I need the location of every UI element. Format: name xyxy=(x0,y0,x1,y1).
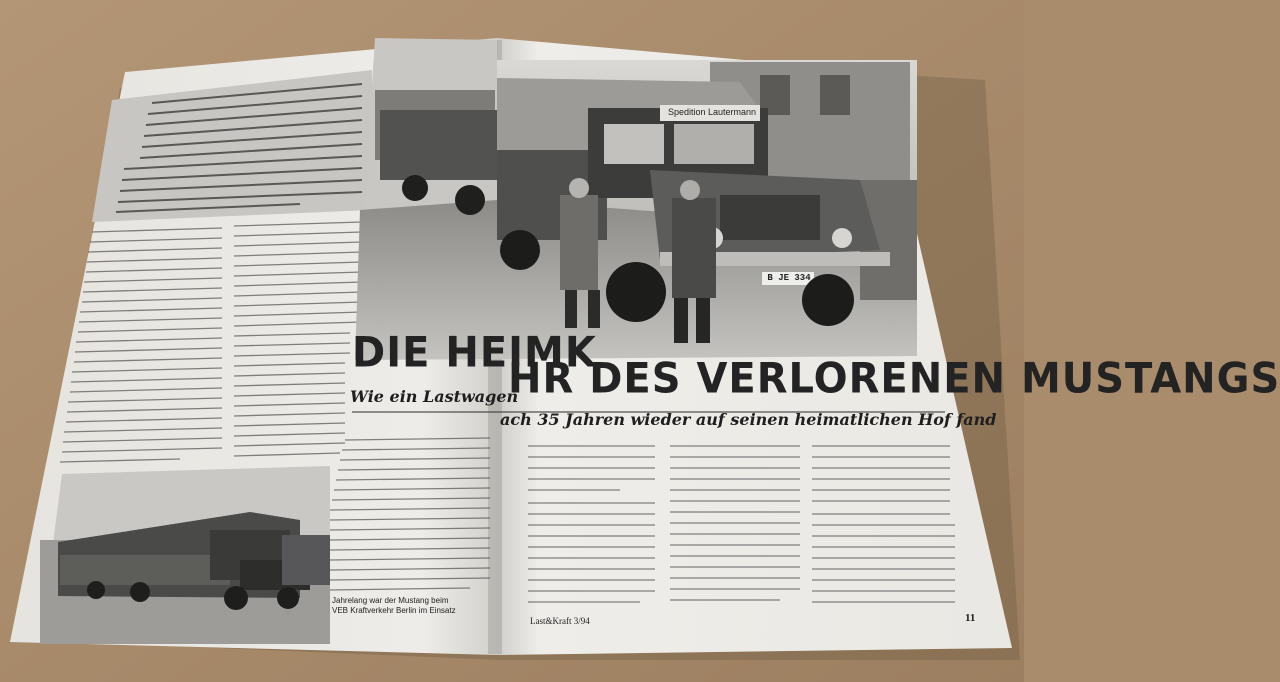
footer-issue: Last&Kraft 3/94 xyxy=(530,616,590,626)
headline-left: DIE HEIMK xyxy=(352,328,597,378)
page-number: 11 xyxy=(965,612,976,624)
subheadline-right: ach 35 Jahren wieder auf seinen heimatlichen Hof fand xyxy=(500,410,997,429)
license-plate: B JE 334 xyxy=(767,273,811,283)
headline-right: HR DES VERLORENEN MUSTANGS xyxy=(508,354,1280,404)
small-truck-photo xyxy=(40,466,330,644)
photo-caption-line1: Jahrelang war der Mustang beim xyxy=(332,596,449,605)
photo-caption-line2: VEB Kraftverkehr Berlin im Einsatz xyxy=(332,606,456,615)
subheadline-left: Wie ein Lastwagen xyxy=(350,387,519,406)
truck-sign: Spedition Lautermann xyxy=(667,107,757,117)
main-truck-photo xyxy=(355,38,917,360)
